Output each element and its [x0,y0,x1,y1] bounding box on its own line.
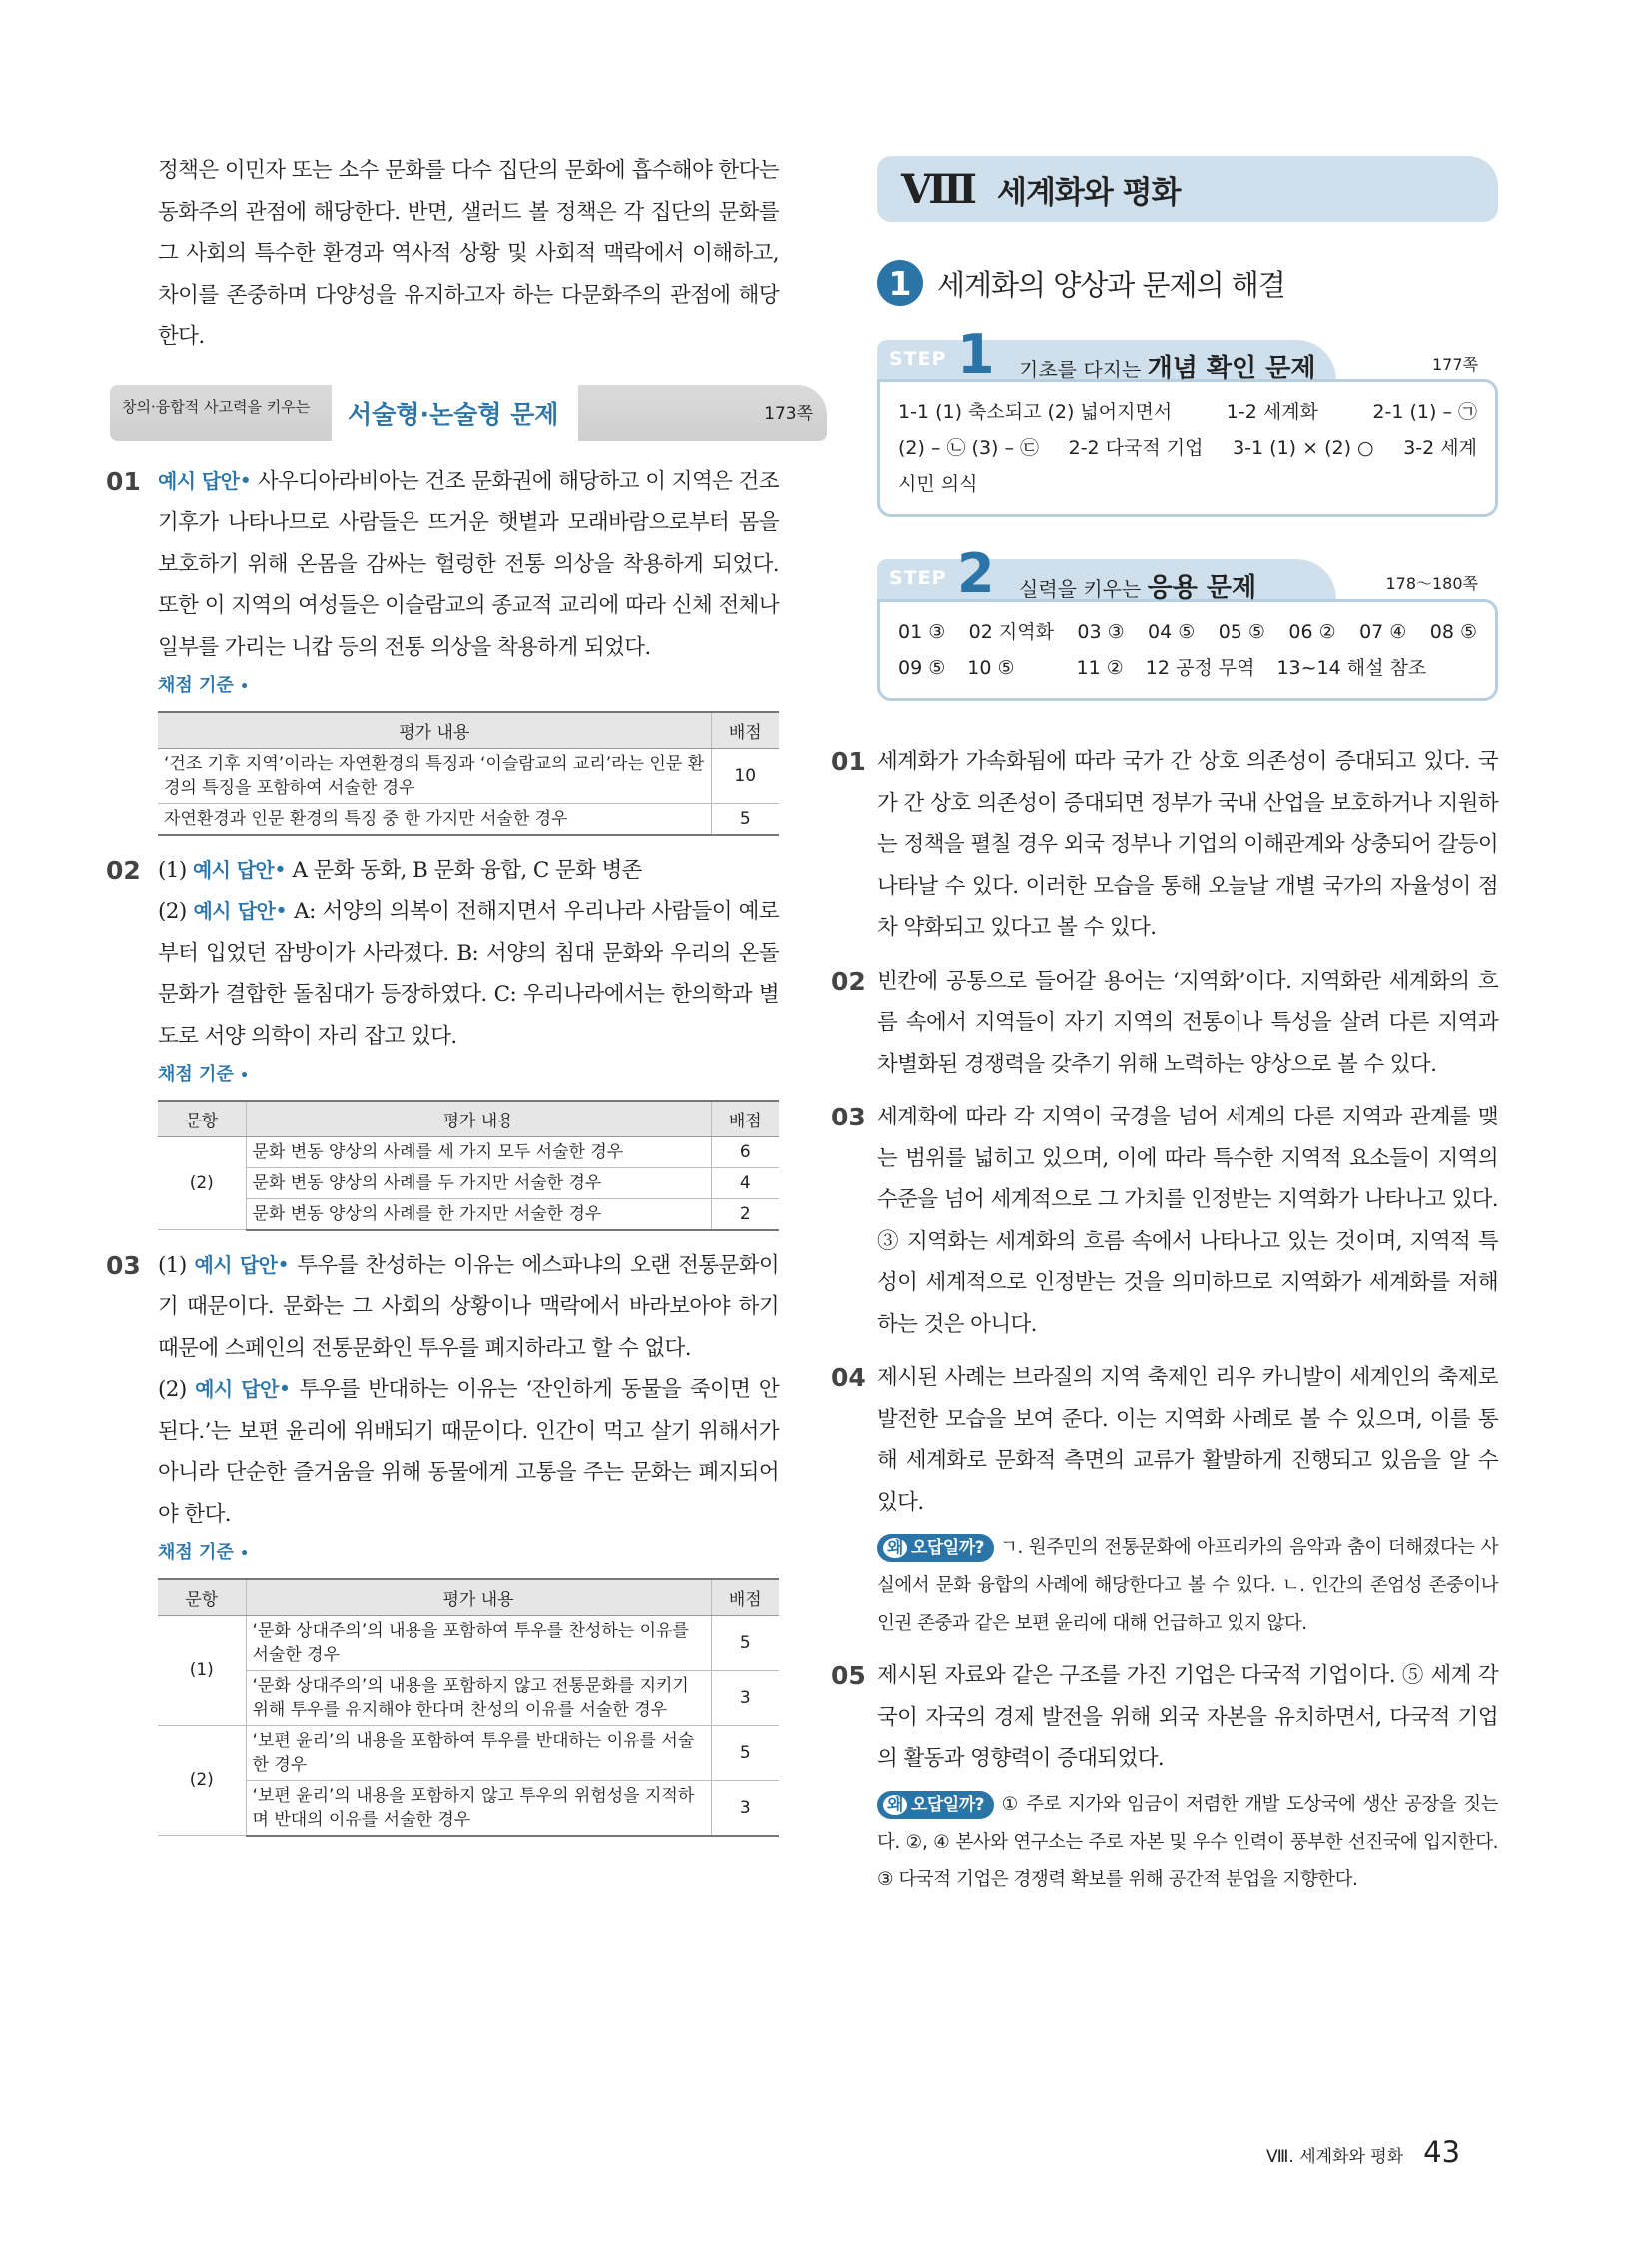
step-label: STEP [889,567,947,589]
explanation-text: 제시된 자료와 같은 구조를 가진 기업은 다국적 기업이다. ⑤ 세계 각국이 자국의 경제 발전을 위해 외국 자본을 유치하면서, 다국적 기업의 활동과 영향력이 증대되었다. [877,1663,1498,1771]
wrong-answer-note: 왜 오답일까? ① 주로 지가와 임금이 저렴한 개발 도상국에 생산 공장을 짓는다. ②, ④ 본사와 연구소는 주로 자본 및 우수 인력이 풍부한 선진국에 입지한다. ③ 다국적 기업은 경쟁력 확보를 위해 공간적 분업을 지향한다. [877,1786,1498,1899]
question-number: 04 [831,1363,866,1392]
page-number: 43 [1423,2135,1461,2169]
chapter-number: Ⅷ [901,165,975,213]
question-number: 02 [831,966,866,996]
question-number: 01 [831,747,866,776]
page-footer [1266,2135,1460,2169]
question-01 [106,461,780,836]
why-badge: 왜 오답일까? [877,1534,994,1562]
table-row: (2) ‘보편 윤리’의 내용을 포함하여 투우를 반대하는 이유를 서술한 경우 5 [158,1725,779,1780]
explanation-04 [831,1357,1498,1643]
explanation-02 [831,961,1498,1086]
table-row: ‘문화 상대주의’의 내용을 포함하지 않고 전통문화를 지키기 위해 투우를 유지해야 한다며 찬성의 이유를 서술한 경우 3 [158,1670,779,1725]
answer-text: (2) 예시 답안• 투우를 반대하는 이유는 ‘잔인하게 동물을 죽이면 안 된다.’는 보편 윤리에 위배되기 때문이다. 인간이 먹고 살기 위해서가 아니라 단순한 즐거움을 위해 동물에게 고통을 주는 문화는 폐지되어야 한다. [158,1377,780,1527]
explanation-text: 세계화에 따라 각 지역이 국경을 넘어 세계의 다른 지역과 관계를 맺는 범위를 넓히고 있으며, 이에 따라 특수한 지역적 요소들이 지역의 수준을 넘어 세계적으로 그 가치를 인정받는 지역화가 나타나고 있다. ③ 지역화는 세계화의 흐름 속에서 나타나고 있는 것이며, 지역적 특성이 세계적으로 인정받는 것을 의미하므로 지역화가 세계화를 저해하는 것은 아니다. [877,1105,1498,1337]
section-number: 1 [877,260,923,306]
table-header: 평가 내용 [158,712,711,748]
footer-chapter: Ⅷ. 세계화와 평화 [1266,2147,1404,2167]
wrong-answer-note: 왜 오답일까? ㄱ. 원주민의 전통문화에 아프리카의 음악과 춤이 더해졌다는 사실에서 문화 융합의 사례에 해당한다고 볼 수 있다. ㄴ. 인간의 존엄성 존중이나 인권 존중과 같은 보편 윤리에 대해 언급하고 있지 않다. [877,1529,1498,1643]
criteria-label: 채점 기준 • [158,1064,250,1085]
score-table: 문항 평가 내용 배점 (1) ‘문화 상대주의’의 내용을 포함하여 투우를 찬성하는 이유를 서술한 경우 5 ‘문화 상대주의’의 내용을 포함하지 않고 전통문화를 지키기 위해 투우를 유지해야 한다며 찬성의 이유를 서술한 경우 3 (2) ‘보편 윤리’의 내용을 포함하여 투우를 반대하는 이유를 서술한 경우 5 ‘보편 윤리’의 내용을 포함하지 않고 투우의 위험성을 지적하며 반대의 이유를 서술한 경우 3 [158,1578,779,1837]
step-1-box [877,323,1498,517]
banner-page: 173쪽 [764,403,813,424]
intro-paragraph: 정책은 이민자 또는 소수 문화를 다수 집단의 문화에 흡수해야 한다는 동화주의 관점에 해당한다. 반면, 샐러드 볼 정책은 각 집단의 문화를 그 사회의 특수한 환경과 역사적 상황 및 사회적 맥락에서 이해하고, 차이를 존중하며 다양성을 유지하고자 하는 다문화주의 관점에 해당한다. [158,158,779,349]
question-number: 05 [831,1661,866,1690]
answer-text: (1) 예시 답안• 투우를 찬성하는 이유는 에스파냐의 오랜 전통문화이기 때문이다. 문화는 그 사회의 상황이나 맥락에서 바라보아야 하기 때문에 스페인의 전통문화인 투우를 폐지하라고 할 수 없다. [158,1252,779,1361]
step-title: 기초를 다지는 개념 확인 문제 [1019,354,1316,383]
table-row: 문화 변동 양상의 사례를 한 가지만 서술한 경우 2 [158,1198,779,1230]
question-02 [106,850,780,1231]
criteria-label: 채점 기준 • [158,1542,250,1563]
explanation-text: 세계화가 가속화됨에 따라 국가 간 상호 의존성이 증대되고 있다. 국가 간 상호 의존성이 증대되면 정부가 국내 산업을 보호하거나 지원하는 정책을 펼칠 경우 외국 정부나 기업의 이해관계와 상충되어 갈등이 나타날 수 있다. 이러한 모습을 통해 오늘날 개별 국가의 자율성이 점차 약화되고 있다고 볼 수 있다. [877,749,1498,940]
table-row: ‘건조 기후 지역’이라는 자연환경의 특징과 ‘이슬람교의 교리’라는 인문 환경의 특징을 포함하여 서술한 경우 10 [158,748,779,803]
section-header [877,260,1498,306]
table-header: 배점 [711,712,779,748]
explanation-text: 빈칸에 공통으로 들어갈 용어는 ‘지역화’이다. 지역화란 세계화의 흐름 속에서 지역들이 자기 지역의 전통이나 특성을 살려 다른 지역과 차별화된 경쟁력을 갖추기 위해 노력하는 양상으로 볼 수 있다. [877,968,1498,1077]
section-title: 세계화의 양상과 문제의 해결 [937,267,1285,302]
step-page: 177쪽 [1432,355,1478,374]
answer-text: (1) 예시 답안• A 문화 동화, B 문화 융합, C 문화 병존 [158,857,642,883]
step-number: 2 [957,542,995,605]
table-row: 문화 변동 양상의 사례를 두 가지만 서술한 경우 4 [158,1167,779,1198]
banner-subtitle: 창의·융합적 사고력을 키우는 [122,397,311,416]
answer-text: 예시 답안• 사우디아라비아는 건조 문화권에 해당하고 이 지역은 건조 기후가 나타나므로 사람들은 뜨거운 햇볕과 모래바람으로부터 몸을 보호하기 위해 온몸을 감싸는 헐렁한 전통 의상을 착용하게 되었다. 또한 이 지역의 여성들은 이슬람교의 종교적 교리에 따라 신체 전체나 일부를 가리는 니캅 등의 전통 의상을 착용하게 되었다. [158,468,780,660]
table-row: (2) 문화 변동 양상의 사례를 세 가지 모두 서술한 경우 6 [158,1136,779,1167]
table-row: 자연환경과 인문 환경의 특징 중 한 가지만 서술한 경우 5 [158,803,779,835]
why-badge: 왜 오답일까? [877,1791,994,1819]
question-number: 03 [106,1250,141,1280]
table-row: ‘보편 윤리’의 내용을 포함하지 않고 투우의 위험성을 지적하며 반대의 이유를 서술한 경우 3 [158,1780,779,1836]
step-page: 178～180쪽 [1385,574,1478,593]
explanation-05 [831,1655,1498,1899]
explanation-text: 제시된 사례는 브라질의 지역 축제인 리우 카니발이 세계인의 축제로 발전한 모습을 보여 준다. 이는 지역화 사례로 볼 수 있으며, 이를 통해 세계화로 문화적 측면의 교류가 활발하게 진행되고 있음을 알 수 있다. [877,1365,1498,1515]
criteria-label: 채점 기준 • [158,675,250,696]
right-column [831,156,1498,1899]
chapter-header [877,156,1498,222]
step-answers: 01 ③ 02 지역화 03 ③ 04 ⑤ 05 ⑤ 06 ② 07 ④ 08 ⑤ 09 ⑤ 10 ⑤ 11 ② 12 공정 무역 13~14 해설 참조 [877,599,1498,701]
banner-title: 서술형·논술형 문제 [332,385,578,441]
score-table [158,711,779,836]
question-number: 01 [106,466,141,496]
step-title: 실력을 키우는 응용 문제 [1019,573,1257,603]
step-2-box [877,542,1498,701]
score-table: 문항 평가 내용 배점 (2) 문화 변동 양상의 사례를 세 가지 모두 서술한 경우 6 문화 변동 양상의 사례를 두 가지만 서술한 경우 4 문화 변동 양상의 사례를 한 가지만 서술한 경우 2 [158,1100,779,1231]
answer-text: (2) 예시 답안• A: 서양의 의복이 전해지면서 우리나라 사람들이 예로부터 입었던 잠방이가 사라졌다. B: 서양의 침대 문화와 우리의 온돌 문화가 결합한 돌침대가 등장하였다. C: 우리나라에서는 한의학과 별도로 서양 의학이 자리 잡고 있다. [158,899,780,1049]
chapter-title: 세계화와 평화 [997,174,1181,211]
essay-section-banner [110,385,827,441]
table-row: (1) ‘문화 상대주의’의 내용을 포함하여 투우를 찬성하는 이유를 서술한 경우 5 [158,1615,779,1670]
question-number: 02 [106,855,141,885]
left-column [106,150,813,1851]
explanation-03 [831,1097,1498,1345]
step-label: STEP [889,348,947,370]
question-number: 03 [831,1103,866,1131]
question-03 [106,1245,780,1837]
step-answers: 1-1 (1) 축소되고 (2) 넓어지면서 1-2 세계화 2-1 (1) – ㉠ (2) – ㉡ (3) – ㉢ 2-2 다국적 기업 3-1 (1) × (2) ○ 3-2 세계 시민 의식 [877,379,1498,517]
step-number: 1 [957,323,995,385]
explanation-01 [831,741,1498,949]
